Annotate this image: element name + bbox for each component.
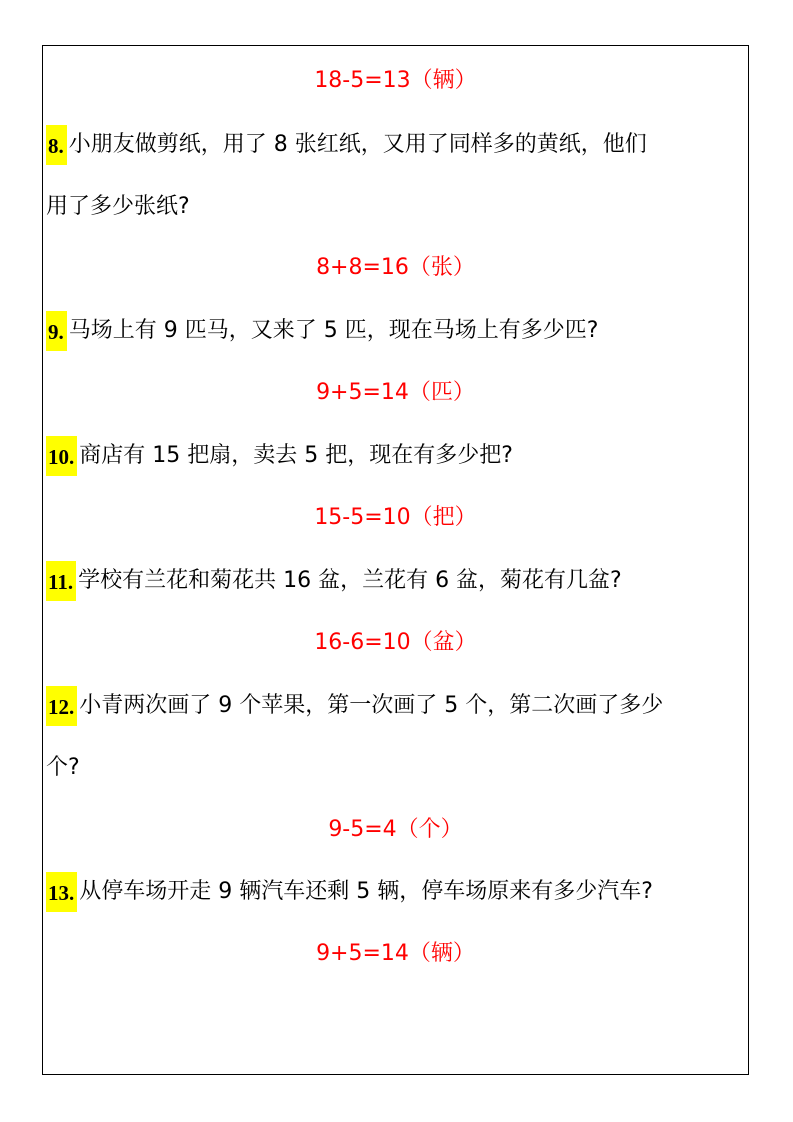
answer-13: 9+5=14（辆） [316, 941, 475, 966]
answer-7: 18-5=13（辆） [314, 68, 477, 93]
problem-9-text: 马场上有 9 匹马，又来了 5 匹，现在马场上有多少匹? [68, 318, 599, 343]
problem-10-number: 10. [46, 436, 77, 476]
answer-9: 9+5=14（匹） [316, 380, 475, 405]
problem-9-number: 9. [46, 311, 67, 351]
answer-10: 15-5=10（把） [314, 505, 477, 530]
problem-8-text: 小朋友做剪纸，用了 8 张红纸，又用了同样多的黄纸，他们 [68, 132, 647, 157]
problem-8-number: 8. [46, 125, 67, 165]
answer-12: 9-5=4（个） [328, 817, 463, 842]
problem-12-text: 小青两次画了 9 个苹果，第一次画了 5 个，第二次画了多少 [79, 693, 664, 718]
problem-11-number: 11. [46, 561, 76, 601]
problem-12-line-2: 个? [46, 755, 80, 780]
answer-8: 8+8=16（张） [316, 255, 475, 280]
problem-9-line-1 [46, 311, 746, 351]
problem-8-line-2: 用了多少张纸? [46, 194, 190, 219]
problem-10-text: 商店有 15 把扇，卖去 5 把，现在有多少把? [79, 443, 513, 468]
problem-8-line-1 [46, 125, 746, 165]
problem-12-line-1 [46, 686, 746, 726]
problem-10-line-1 [46, 436, 746, 476]
answer-11: 16-6=10（盆） [314, 630, 477, 655]
problem-12-number: 12. [46, 686, 77, 726]
problem-13-text: 从停车场开走 9 辆汽车还剩 5 辆，停车场原来有多少汽车? [79, 879, 653, 904]
problem-11-text: 学校有兰花和菊花共 16 盆，兰花有 6 盆，菊花有几盆? [78, 568, 622, 593]
problem-13-number: 13. [46, 872, 77, 912]
problem-11-line-1 [46, 561, 746, 601]
problem-13-line-1 [46, 872, 746, 912]
